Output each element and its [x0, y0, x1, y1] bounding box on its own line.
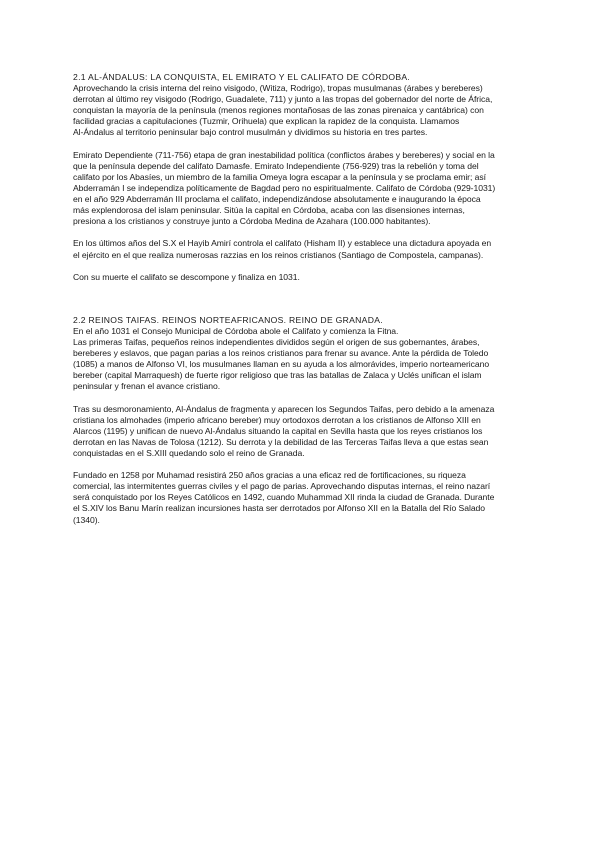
text-line: derrotan en las Navas de Tolosa (1212). Su derrota y la debilidad de las Terceras Taifas lleva a que estas sean [73, 436, 489, 447]
text-line: Al-Ándalus al territorio peninsular bajo control musulmán y dividimos su historia en tres partes. [73, 127, 428, 138]
paragraph [73, 404, 528, 459]
text-line: el ejército en el que realiza numerosas razzias en los reinos cristianos (Santiago de Compostela, campanas). [73, 249, 484, 260]
text-line: (1340). [73, 514, 100, 525]
paragraph [73, 272, 528, 283]
paragraph [73, 326, 528, 393]
section-reinos-taifas [73, 315, 528, 526]
text-line: En los últimos años del S.X el Hayib Amirí controla el califato (Hisham II) y establece una dictadura apoyada en [73, 238, 492, 249]
section-title: 2.2 REINOS TAIFAS. REINOS NORTEAFRICANOS. REINO DE GRANADA. [73, 314, 383, 325]
section-al-andalus [73, 72, 528, 283]
document-page [73, 72, 528, 537]
paragraph [73, 83, 528, 138]
text-line: cristiana los almohades (imperio africano bereber) muy ortodoxos derrotan a los cristianos de Alfonso XIII en [73, 414, 481, 425]
text-line: En el año 1031 el Consejo Municipal de Córdoba abole el Califato y comienza la Fitna. [73, 325, 399, 336]
text-line: conquistadas en el S.XIII quedando solo el reino de Granada. [73, 448, 305, 458]
text-line: que la península depende del califato Damasfe. Emirato Independiente (756-929) tras la rebelión y toma del [73, 160, 479, 171]
text-line: Con su muerte el califato se descompone y finaliza en 1031. [73, 271, 300, 282]
section-body [73, 326, 528, 526]
text-line: bereberes y eslavos, que pagan parias a los reinos cristianos para frenar su avance. Ante la pérdida de Toledo [73, 348, 489, 359]
text-line: Tras su desmoronamiento, Al-Ándalus de fragmenta y aparecen los Segundos Taifas, pero debido a la amenaza [73, 403, 495, 414]
text-line: el S.XIV los Banu Marín realizan incursiones hasta ser derrotados por Alfonso XII en la Batalla del Río Salado [73, 503, 486, 514]
text-line: Las primeras Taifas, pequeños reinos independientes divididos según el origen de sus gobernantes, árabes, [73, 337, 480, 348]
text-line: presiona a los cristianos y construye junto a Córdoba Medina de Azahara (100.000 habitantes). [73, 216, 431, 227]
paragraph [73, 238, 528, 260]
text-line: facilidad gracias a capitulaciones (Tuzmir, Orihuela) que explican la rapidez de la conquista. Llamamos [73, 116, 460, 127]
text-line: Abderramán I se independiza políticamente de Bagdad pero no espiritualmente. Califato de Córdoba (929-1031) [73, 182, 496, 193]
text-line: Alarcos (1195) y unifican de nuevo Al-Ándalus situando la capital en Sevilla hasta que los reyes cristianos los [73, 425, 483, 436]
paragraph [73, 150, 528, 228]
text-line: en el año 929 Abderramán III proclama el califato, independizándose absolutamente e inaugurando la época [73, 194, 481, 205]
text-line: (1085) a manos de Alfonso VI, los musulmanes llaman en su ayuda a los almorávides, imperio norteamericano [73, 359, 490, 370]
text-line: será conquistado por los Reyes Católicos en 1492, cuando Muhammad XII rinda la ciudad de Granada. Durante [73, 492, 495, 503]
text-line: bereber (capital Marraquesh) de fuerte rigor religioso que tras las batallas de Zalaca y Uclés unifican el islam [73, 370, 482, 381]
text-line: derrotan al último rey visigodo (Rodrigo, Guadalete, 711) y junto a las tropas del gobernador del norte de África, [73, 94, 493, 105]
text-line: Emirato Dependiente (711-756) etapa de gran inestabilidad política (conflictos árabes y bereberes) y social en la [73, 149, 495, 160]
text-line: Aprovechando la crisis interna del reino visigodo, (Witiza, Rodrigo), tropas musulmanas (árabes y bereberes) [73, 83, 483, 94]
text-line: Fundado en 1258 por Muhamad resistirá 250 años gracias a una eficaz red de fortificaciones, su riqueza [73, 470, 466, 481]
text-line: califato por los Abasíes, un miembro de la familia Omeya logra escapar a la península y se proclama emir; así [73, 171, 486, 182]
text-line: comercial, las intermitentes guerras civiles y el pago de parias. Aprovechando disputas internas, el reino nazarí [73, 481, 491, 492]
text-line: peninsular y frenan el avance cristiano. [73, 381, 221, 392]
text-line: conquistan la mayoría de la península (menos regiones montañosas de las zonas pirenaica y cantábrica) con [73, 105, 484, 116]
text-line: más explendorosa del islam peninsular. Sitúa la capital en Córdoba, acaba con las disensiones internas, [73, 205, 465, 216]
paragraph [73, 470, 528, 525]
section-body [73, 83, 528, 283]
section-title: 2.1 AL-ÁNDALUS: LA CONQUISTA, EL EMIRATO Y EL CALIFATO DE CÓRDOBA. [73, 72, 411, 82]
